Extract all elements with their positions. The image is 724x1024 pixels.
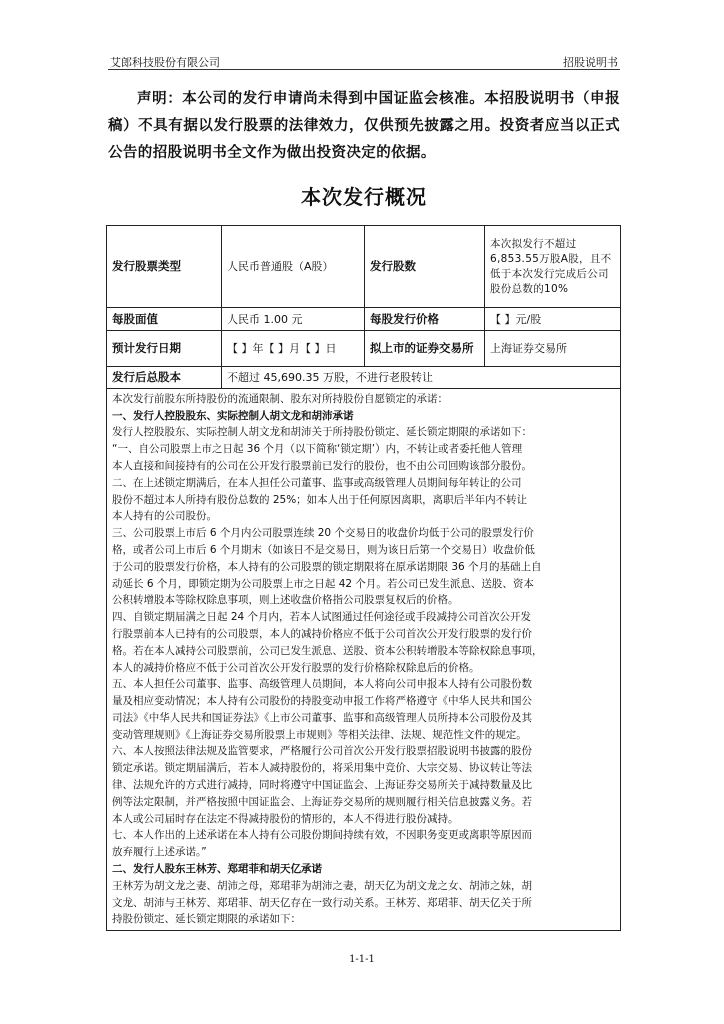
header-doc-type: 招股说明书 [563, 56, 618, 69]
body-text-line: 本人或公司届时存在法定不得减持股份的情形的，本人不得进行股份减持。 [112, 812, 459, 825]
value-issue-date: 【 】年【 】月【 】日 [222, 331, 365, 367]
header-divider [108, 69, 620, 70]
body-text-line: 量及相应变动情况；本人持有公司股份的持股变动申报工作将严格遵守《中华人民共和国公 [112, 695, 532, 708]
body-text-line: 公积转增股本等除权除息事项，则上述收盘价格指公司股票复权后的价格。 [112, 594, 459, 607]
body-text-line: 股份不超过本人所持有股份总数的 25%；如本人出于任何原因离职，离职后半年内不转让 [112, 493, 528, 506]
label-par-value: 每股面值 [107, 308, 222, 331]
disclaimer-statement: 声明：本公司的发行申请尚未得到中国证监会核准。本招股说明书（申报稿）不具有据以发行股票的法律效力，仅供预先披露之用。投资者应当以正式公告的招股说明书全文作为做出投资决定的依据。 [108, 91, 620, 161]
value-par-value: 人民币 1.00 元 [222, 308, 365, 331]
body-text-line: 司法》《中华人民共和国证券法》《上市公司董事、监事和高级管理人员所持本公司股份及其 [112, 711, 532, 724]
body-text-line: 变动管理规则》《上海证券交易所股票上市规则》等相关法律、法规、规范性文件的规定。 [112, 728, 527, 741]
value-total-shares: 不超过 45,690.35 万股，不进行老股转让 [222, 367, 621, 389]
label-issue-price: 每股发行价格 [365, 308, 485, 331]
body-text-line: 四、自锁定期届满之日起 24 个月内，若本人试图通过任何途径或手段减持公司首次公开发 [112, 611, 532, 624]
body-text-line: 律、法规允许的方式进行减持，同时将遵守中国证监会、上海证券交易所关于减持数量及比 [112, 779, 532, 792]
body-text-line: 二、在上述锁定期满后，在本人担任公司董事、监事或高级管理人员期间每年转让的公司 [112, 476, 522, 489]
section-heading: 一、发行人控股股东、实际控制人胡文龙和胡沛承诺 [112, 409, 354, 422]
offering-overview-table [106, 225, 621, 931]
value-issue-price: 【 】元/股 [485, 308, 621, 331]
label-exchange: 拟上市的证券交易所 [365, 331, 485, 367]
body-text-line: 文龙、胡沛与王林芳、郑珺菲、胡天亿存在一致行动关系。王林芳、郑珺菲、胡天亿关于所 [112, 896, 532, 909]
value-exchange: 上海证券交易所 [485, 331, 621, 367]
body-text-line: 动延长 6 个月，即锁定期为公司股票上市之日起 42 个月。若公司已发生派息、送股、资本 [112, 577, 534, 590]
lockup-commitments-text [112, 391, 615, 929]
body-text-line: 五、本人担任公司董事、监事、高级管理人员期间，本人将向公司申报本人持有公司股份数 [112, 678, 532, 691]
section-heading: 二、发行人股东王林芳、郑珺菲和胡天亿承诺 [112, 863, 322, 876]
body-text-line: “一、自公司股票上市之日起 36 个月（以下简称‘锁定期’）内，不转让或者委托他人管理 [112, 443, 523, 456]
body-text-line: 三、公司股票上市后 6 个月内公司股票连续 20 个交易日的收盘价均低于公司的股票发行价 [112, 527, 534, 540]
body-text-line: 持股份锁定、延长锁定期限的承诺如下： [112, 913, 301, 926]
body-text-line: 七、本人作出的上述承诺在本人持有公司股份期间持续有效，不因职务变更或离职等原因而 [112, 829, 532, 842]
body-text-line: 本次发行前股东所持股份的流通限制、股东对所持股份自愿锁定的承诺： [112, 392, 448, 405]
header-company: 艾郎科技股份有限公司 [110, 56, 220, 69]
body-text-line: 格。若在本人减持公司股票前，公司已发生派息、送股、资本公积转增股本等除权除息事项， [112, 644, 543, 657]
value-stock-type: 人民币普通股（A股） [222, 226, 365, 308]
label-stock-type: 发行股票类型 [107, 226, 222, 308]
body-text-line: 于公司的股票发行价格，本人持有的公司股票的锁定期限将在原承诺期限 36 个月的基础上自 [112, 560, 542, 573]
table-row [107, 226, 621, 308]
label-total-shares: 发行后总股本 [107, 367, 222, 389]
body-text-line: 王林芳为胡文龙之妻、胡沛之母，郑珺菲为胡沛之妻，胡天亿为胡文龙之女、胡沛之妹，胡 [112, 879, 532, 892]
table-row [107, 331, 621, 367]
value-share-count: 本次拟发行不超过6,853.55万股A股，且不低于本次发行完成后公司股份总数的10% [485, 226, 621, 308]
page-number: 1-1-1 [349, 954, 375, 965]
body-text-line: 本人持有的公司股份。 [112, 510, 217, 523]
page-title: 本次发行概况 [301, 185, 427, 209]
table-row [107, 367, 621, 389]
body-text-line: 放弃履行上述承诺。” [112, 846, 207, 859]
table-row [107, 389, 621, 931]
label-share-count: 发行股数 [365, 226, 485, 308]
body-text-line: 本人的减持价格应不低于公司首次公开发行股票的发行价格除权除息后的价格。 [112, 661, 480, 674]
label-issue-date: 预计发行日期 [107, 331, 222, 367]
table-row [107, 308, 621, 331]
body-text-line: 格，或者公司上市后 6 个月期末（如该日不是交易日，则为该日后第一个交易日）收盘价低 [112, 543, 535, 556]
body-text-line: 发行人控股股东、实际控制人胡文龙和胡沛关于所持股份锁定、延长锁定期限的承诺如下： [112, 426, 532, 439]
lockup-commitments-cell [107, 389, 621, 931]
body-text-line: 本人直接和间接持有的公司在公开发行股票前已发行的股份，也不由公司回购该部分股份。 [112, 459, 532, 472]
body-text-line: 例等法定限制，并严格按照中国证监会、上海证券交易所的规则履行相关信息披露义务。若 [112, 795, 532, 808]
body-text-line: 行股票前本人已持有的公司股票，本人的减持价格应不低于公司首次公开发行股票的发行价 [112, 627, 532, 640]
body-text-line: 六、本人按照法律法规及监管要求，严格履行公司首次公开发行股票招股说明书披露的股份 [112, 745, 532, 758]
body-text-line: 锁定承诺。锁定期届满后，若本人减持股份的，将采用集中竞价、大宗交易、协议转让等法 [112, 762, 532, 775]
